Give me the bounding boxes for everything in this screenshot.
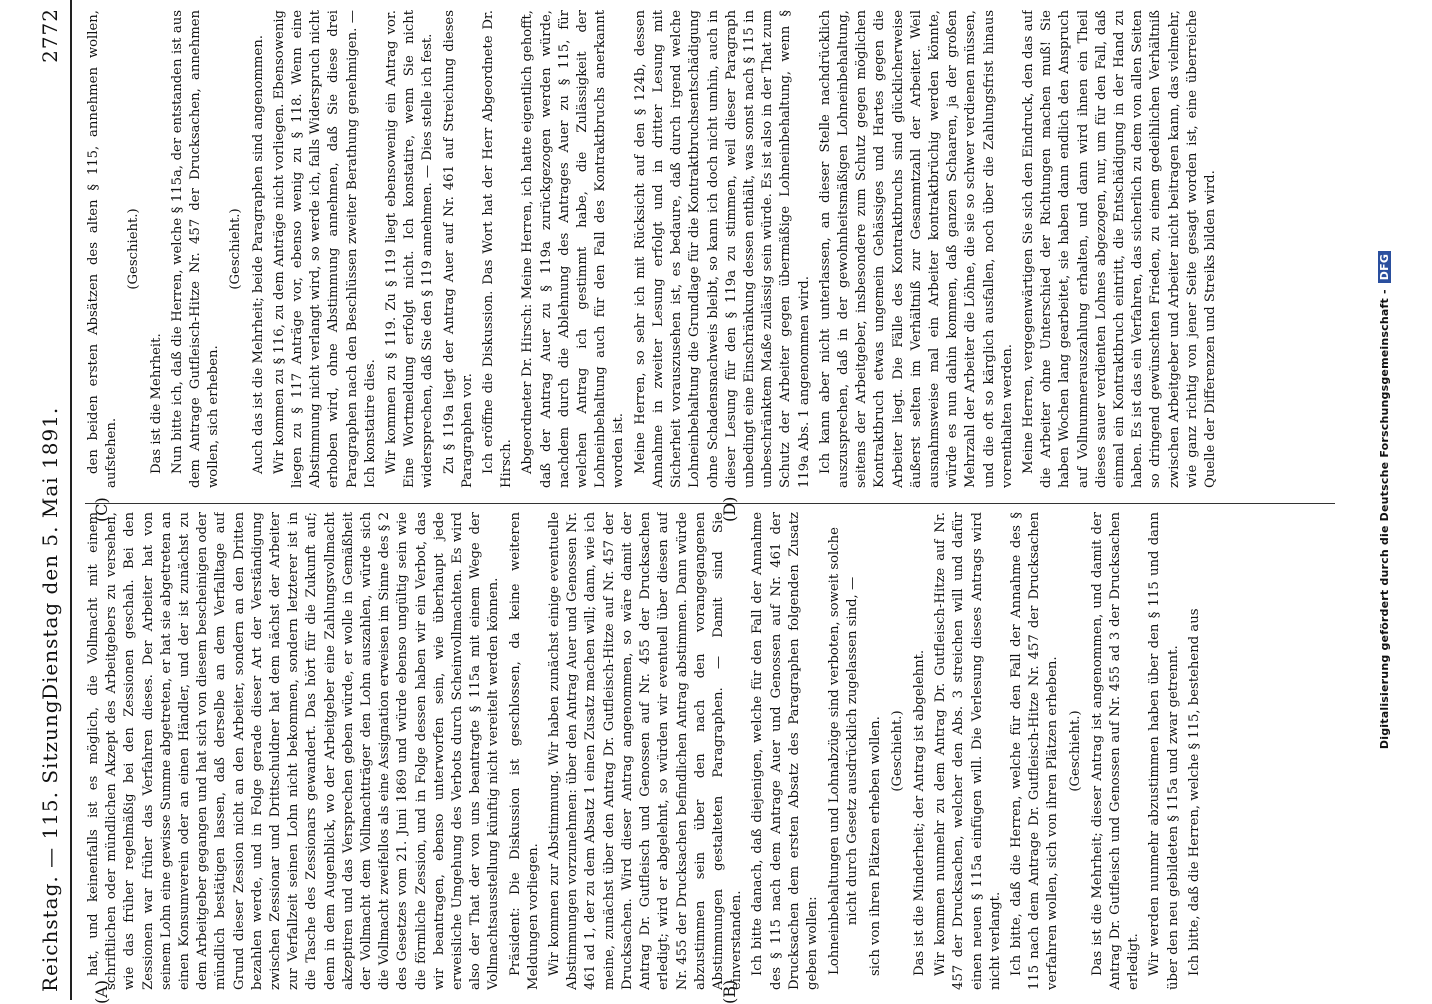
paragraph: Nun bitte ich, daß die Herren, welche § 115a, der entstanden ist aus dem Antrage Gutfleisch-Hitze Nr. 457 der Drucksachen, annehmen wollen, sich erheben. — [169, 10, 222, 488]
digitization-notice — [1378, 0, 1391, 1000]
paragraph: Wir kommen zu § 116, zu dem Anträge nicht vorliegen. Ebensowenig liegen zu § 117 Anträge vor, ebenso wenig zu § 118. Wenn eine Abstimmung nicht verlangt wird, so werde ich, falls Widerspruch nicht erhoben wird, ohne Abstimmung annehmen, daß Sie diese drei Paragraphen nach den Beschlüssen zweiter Berathung genehmigen. — Ich konstatire dies. — [271, 10, 378, 488]
dfg-badge: DFG — [1378, 251, 1391, 283]
header-rule — [70, 0, 72, 1000]
header-date: Dienstag den 5. Mai 1891. — [38, 406, 62, 700]
paragraph: Das ist die Mehrheit; dieser Antrag ist angenommen, und damit der Antrag Dr. Gutfleisch und Genossen auf Nr. 455 ad 3 der Drucksachen erledigt. — [1089, 512, 1142, 990]
paragraph: Das ist die Mehrheit. — [148, 333, 164, 474]
paragraph: Ich kann aber nicht unterlassen, an dieser Stelle nachdrücklich auszusprechen, daß in der gewohnheitsmäßigen Lohneinbehaltung, seitens der Arbeitgeber, insbesondere zum Schutz gegen möglichen Kontraktbruch etwas ungemein Gehässiges und Hartes gegen die Arbeiter liegt. Die Fälle des Kontraktbruchs sind glücklicherweise äußerst selten im Verhältniß zur Gesammtzahl der Arbeiter. Weil ausnahmsweise mal ein Arbeiter kontraktbrüchig werden könnte, würde es nun dahin kommen, daß ganzen Schaaren, ja der großen Mehrzahl der Arbeiter die Löhne, die sie so schwer verdienen müssen, und die oft so kärglich ausfallen, noch über die Zahlungsfrist hinaus vorenthalten werden. — [817, 10, 1015, 488]
stage-direction: (Geschieht.) — [126, 208, 142, 290]
margin-marker-d: (D) — [720, 496, 739, 522]
left-column — [85, 512, 1335, 990]
stage-direction: (Geschieht.) — [889, 710, 905, 792]
paragraph: Wir kommen zur Abstimmung. Wir haben zunächst einige eventuelle Abstimmungen vorzunehmen: über den Antrag Auer und Genossen Nr. 461 ad 1, der zu dem Absatz 1 einen Zusatz machen will; dann, wie ich meine, zunächst über den Antrag Dr. Gutfleisch-Hitze auf Nr. 457 der Drucksachen. Wird dieser Antrag angenommen, so wäre damit der Antrag Dr. Gutfleisch und Genossen auf Nr. 455 der Drucksachen erledigt; wird er abgelehnt, so würden wir eventuell über diesen auf Nr. 455 der Drucksachen befindlichen Antrag abstimmen. Dann würde abzustimmen sein über den nach den vorangegangenen Abstimmungen gestalteten Paragraphen. — Damit sind Sie einverstanden. — [547, 512, 745, 990]
margin-marker-c: (C) — [92, 497, 111, 522]
paragraph: Das ist die Minderheit; der Antrag ist abgelehnt. — [911, 649, 927, 976]
paragraph: Wir kommen zu § 119. Zu § 119 liegt ebensowenig ein Antrag vor. Eine Wortmeldung erfolgt nicht. Ich konstatire, wenn Sie nicht widersprechen, daß Sie den § 119 annehmen. — Dies stelle ich fest. — [384, 10, 436, 488]
paragraph: Meine Herren, so sehr ich mit Rücksicht auf den § 124b, dessen Annahme in zweiter Lesung erfolgt und in dritter Lesung mit Sicherheit vorauszusehen ist, es bedaure, daß durch irgend welche Lohneinbehaltung die Grundlage für die Kontraktbruchsentschädigung ohne Schadensnachweis bleibt, so kann ich doch nicht umhin, auch in dieser Lesung für den § 119a zu stimmen, weil dieser Paragraph unbedingt eine Einschränkung dessen enthält, was sonst nach § 115 in unbeschränktem Maße zulässig sein würde. Es ist also in der That zum Schutz der Arbeiter gegen übermäßige Lohneinbehaltung, wenn § 119a Abs. 1 angenommen wird. — [632, 10, 812, 488]
paragraph: hat, und keinenfalls ist es möglich, die Vollmacht mit einem schriftlichen oder mündlichen Akzept des Arbeitgebers zu versehen, wie das früher regelmäßig bei den Zessionen geschah. Bei den Zessionen war früher das Verfahren dieses. Der Arbeiter hat von seinem Lohn eine gewisse Summe abgetreten, er hat sie abgetreten an einen Konsumverein oder an einen Händler, und der ist zunächst zu dem Arbeitgeber gegangen und hat sich von diesem bescheinigen oder mündlich bestätigen lassen, daß derselbe an dem Verfalltage auf Grund dieser Zession nicht an den Arbeiter, sondern an den Dritten bezahlen werde, und in Folge gerade dieser Art der Verständigung zwischen Zessionar und Drittschuldner hat dem nächst der Arbeiter zur Verfallzeit seinen Lohn nicht bekommen, sondern letzterer ist in die Tasche des Zessionars gewandert. Das hört für die Zukunft auf; denn in dem Augenblick, wo der Arbeitgeber eine Zahlungsvollmacht akzeptiren und das Versprechen geben würde, er wolle in Gemäßheit der Vollmacht dem Vollmachtträger den Lohn auszahlen, würde sich die Vollmacht zweifellos als eine Assignation erweisen im Sinne des § 2 des Gesetzes vom 21. Juni 1869 und würde ebenso ungültig sein wie die förmliche Zession, und in Folge dessen haben wir ein Verbot, das wir beantragen, ebenso unterworfen sein, wie überhaupt jede erweisliche Umgehung des Verbots durch Scheinvollmachten. Es wird also der That der von uns beantragte § 115a mit einem Wege der Vollmachtsausstellung künftig nicht vereitelt werden können. — [86, 512, 502, 990]
paragraph: sich von ihren Plätzen erheben wollen. — [867, 716, 883, 976]
paragraph: Ich bitte, daß die Herren, welche § 115, bestehend aus — [1186, 608, 1202, 976]
page-header — [38, 0, 68, 1000]
margin-marker-a: (A) — [92, 979, 111, 1004]
column-divider — [85, 503, 1335, 504]
paragraph: Meine Herren, vergegenwärtigen Sie sich den Eindruck, den das auf die Arbeiter ohne Unterschied der Richtungen machen muß! Sie haben Wochen lang gearbeitet, sie haben dann endlich den Anspruch auf Vollnummerauszahlung erhalten, und dann wird ihnen ein Theil dieses sauer verdienten Lohnes abgezogen, nur, um für den Fall, daß einmal ein Kontraktbruch eintritt, die Entschädigung in der Hand zu haben. Es ist das ein Verfahren, das sicherlich zu dem von allen Seiten so dringend gewünschten Frieden, zu einem gedeihlichen Verhältniß zwischen Arbeitgeber und Arbeiter nicht beitragen kann, das vielmehr, wie ganz richtig von jener Seite gesagt worden ist, eine überreiche Quelle der Differenzen und Streiks bilden wird. — [1020, 10, 1218, 488]
stage-direction: (Geschieht.) — [1067, 710, 1083, 792]
paragraph: Ich bitte danach, daß diejenigen, welche für den Fall der Annahme des § 115 nach dem Antrage Auer und Genossen auf Nr. 461 der Drucksachen dem ersten Absatz des Paragraphen folgenden Zusatz geben wollen: — [750, 512, 820, 990]
stage-direction: (Geschieht.) — [228, 208, 244, 290]
paragraph: Ich bitte, daß die Herren, welche für den Fall der Annahme des § 115 nach dem Antrage Dr. Gutfleisch-Hitze Nr. 457 der Drucksachen verfahren wollen, sich von ihren Plätzen erheben. — [1008, 512, 1061, 990]
paragraph: Wir kommen nunmehr zu dem Antrag Dr. Gutfleisch-Hitze auf Nr. 457 der Drucksachen, welcher den Abs. 3 streichen will und dafür einen neuen § 115a einfügen will. Die Verlesung dieses Antrags wird nicht verlangt. — [933, 512, 1003, 990]
paragraph: Wir werden nunmehr abzustimmen haben über den § 115 und dann über den neu gebildeten § 115a und zwar getrennt. — [1147, 512, 1181, 990]
paragraph: Zu § 119a liegt der Antrag Auer auf Nr. 461 auf Streichung dieses Paragraphen vor. — [441, 10, 475, 488]
paragraph: Ich eröffne die Diskussion. Das Wort hat der Herr Abgeordnete Dr. Hirsch. — [481, 10, 515, 488]
digitization-notice-text: Digitalisierung gefördert durch die Deutsche Forschungsgemeinschaft - — [1378, 289, 1391, 750]
margin-marker-b: (B) — [720, 979, 739, 1004]
paragraph: den beiden ersten Absätzen des alten § 115, annehmen wollen, aufstehen. — [86, 10, 120, 488]
right-column — [85, 10, 1335, 488]
paragraph: Auch das ist die Mehrheit; beide Paragraphen sind angenommen. — [250, 35, 266, 474]
quoted-motion: Lohneinbehaltungen und Lohnabzüge sind verboten, soweit solche nicht durch Gesetz ausdrücklich zugelassen sind, — — [827, 527, 861, 975]
speaker-statement: Abgeordneter Dr. Hirsch: Meine Herren, ich hatte eigentlich gehofft, daß der Antrag Auer zu § 119a zurückgezogen werden würde, nachdem durch die Ablehnung des Antrages Auer zu § 115, für welchen Antrag ich gestimmt habe, die Zulässigkeit der Lohneinbehaltung auch für den Fall des Kontraktbruchs anerkannt worden ist. — [520, 10, 627, 488]
header-page-number: 2772 — [38, 8, 62, 63]
president-statement: Präsident: Die Diskussion ist geschlossen, da keine weiteren Meldungen vorliegen. — [507, 512, 541, 990]
header-session: Reichstag. — 115. Sitzung. — [38, 692, 62, 992]
